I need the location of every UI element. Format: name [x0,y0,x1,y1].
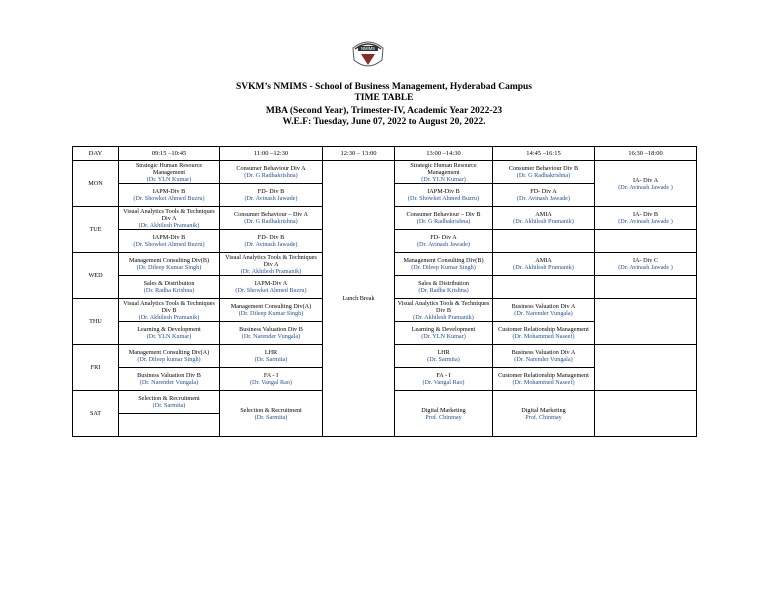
class-cell [119,161,220,184]
subject: Learning & Development [137,326,201,333]
class-cell [395,345,493,368]
class-cell [220,161,323,184]
subject: Digital Marketing [421,406,466,414]
subject: Business Valuation Div B [239,326,303,333]
faculty: (Dr. G Radhakrishna) [244,172,298,179]
class-cell [119,391,220,414]
class-cell [220,322,323,345]
header-row [73,147,697,161]
header-effective-dates: W.E.F: Tuesday, June 07, 2022 to August 20, 2022. [282,117,486,127]
faculty: (Dr. Vangal Rao) [250,379,292,386]
empty-cell [595,391,697,437]
nmims-logo [349,34,387,74]
subject: IAPM-Div B [152,234,186,241]
subject: LHR [437,349,450,356]
subject: Consumer Behaviour – Div B [406,211,481,218]
col-header-slot1: 09:15 –10:45 [119,147,220,161]
day-sat: SAT [73,391,119,437]
class-cell [220,391,323,437]
subject: IA- Div A [632,176,659,184]
faculty: (Dr. Narender Vungala) [514,310,573,317]
class-cell [395,322,493,345]
class-cell [395,184,493,207]
empty-cell [595,345,697,391]
class-cell [119,184,220,207]
faculty: (Dr. Avinash Jawade ) [618,183,673,191]
class-cell [395,368,493,391]
faculty: (Dr. Avinash Jawade) [244,195,298,202]
subject: Management Consulting Div(B) [403,257,484,264]
class-cell [220,253,323,276]
subject: AMIA [535,211,552,218]
subject: Consumer Behaviour Div B [508,165,579,172]
class-cell [119,345,220,368]
class-cell [595,207,697,230]
subject: Digital Marketing [521,406,566,414]
day-tue: TUE [73,207,119,253]
day-wed: WED [73,253,119,299]
class-cell [220,184,323,207]
faculty: (Dr. Mohammed Naseef) [512,333,575,340]
subject: Customer Relationship Management [498,326,589,333]
subject: IA- Div B [632,211,659,218]
subject: Management Consulting Div(B) [128,257,210,264]
class-cell [595,253,697,276]
col-header-day: DAY [73,147,119,161]
faculty: (Dr. Avinash Jawade ) [618,264,673,271]
class-cell [493,322,595,345]
class-cell [493,184,595,207]
subject: Selection & Recruitment [240,406,302,414]
class-cell [395,276,493,299]
faculty: (Dr. Sarmita) [427,356,460,363]
col-header-slot3: 13:00 –14:30 [395,147,493,161]
faculty: (Dr. G Radhakrishna) [416,218,471,225]
faculty: (Dr. Showket Ahmed Buzru) [407,195,480,202]
faculty: (Dr. Akhilesh Pramanik) [240,267,302,275]
class-cell [119,207,220,230]
class-cell [493,345,595,368]
subject: Selection & Recruitment [138,395,200,402]
faculty: (Dr. YLN Kumar) [421,175,466,183]
class-cell [493,391,595,437]
faculty: (Dr. Akhilesh Pramanik) [138,221,200,229]
faculty: (Dr. Akhilesh Pramanik) [513,218,574,225]
class-cell [119,368,220,391]
class-cell [493,368,595,391]
class-cell [395,230,493,253]
class-cell [395,161,493,184]
subject: Consumer Behaviour Div A [236,165,306,172]
subject: IAPM-Div B [152,188,186,195]
faculty: (Dr. Sarmita) [254,356,288,363]
header-title: TIME TABLE [354,93,414,103]
day-fri: FRI [73,345,119,391]
class-cell [395,391,493,437]
class-cell [395,253,493,276]
class-cell [493,161,595,184]
subject: Learning & Development [411,326,476,333]
subject: LHR [264,349,278,356]
class-cell [493,299,595,322]
subject: Strategic Human Resource Management [410,161,477,176]
class-cell [119,299,220,322]
subject: AMIA [535,257,552,264]
table-row [73,161,697,184]
class-cell [119,253,220,276]
subject: Business Valuation Div B [137,372,201,379]
subject: IAPM-Div B [427,188,460,195]
class-cell [220,345,323,368]
subject: FA - I [436,372,451,379]
subject: IAPM-Div A [254,280,288,287]
subject: Visual Analytics Tools & Techniques Div A [225,253,317,268]
subject: Management Consulting Div(A) [128,349,210,356]
subject: Strategic Human Resource Management [135,161,203,176]
empty-cell [493,230,595,253]
subject: Visual Analytics Tools & Techniques Div B [123,299,215,314]
col-header-slot5: 16:30 –18:00 [595,147,697,161]
faculty: (Dr. Mohammed Naseef) [512,379,575,386]
faculty: (Dr. Narender Vungala) [241,333,301,340]
class-cell [220,368,323,391]
class-cell [220,230,323,253]
subject: FD- Div B [257,234,285,241]
empty-cell [595,299,697,345]
empty-cell [595,230,697,253]
faculty: (Dr. Showket Ahmed Buzru) [235,287,307,294]
col-header-slot2: 11:00 –12:30 [220,147,323,161]
class-cell [220,276,323,299]
faculty: (Dr. Dileep Kumar Singh) [238,310,304,317]
subject: Consumer Behaviour – Div A [234,211,308,218]
faculty: (Dr. G Radhakrishna) [244,218,298,225]
faculty: (Dr. Avinash Jawade ) [618,218,673,225]
subject: Customer Relationship Management [498,372,589,379]
faculty: Prof. Chinmay [525,413,562,421]
faculty: (Dr. Avinash Jawade) [417,241,470,248]
faculty: (Dr. G Radhakrishna) [516,172,571,179]
subject: Business Valuation Div A [511,303,576,310]
subject: Sales & Distribution [143,280,195,287]
faculty: (Dr. Akhilesh Pramanik) [513,264,574,271]
faculty: (Dr. Akhilesh Pramanik) [138,313,200,321]
lunch-break-cell: Lunch Break [323,161,395,437]
faculty: (Dr. Dileep Kumar Singh) [136,264,202,271]
subject: FA - I [263,372,279,379]
faculty: (Dr. YLN Kumar) [146,333,192,340]
subject: Management Consulting Div(A) [230,303,312,310]
faculty: (Dr. Narender Vungala) [514,356,573,363]
class-cell [493,253,595,276]
faculty: (Dr. Narender Vungala) [139,379,199,386]
header-programme: MBA (Second Year), Trimester-IV, Academic Year 2022-23 [265,106,503,116]
subject: Visual Analytics Tools & Techniques Div A [123,207,215,222]
subject: Business Valuation Div A [511,349,576,356]
class-cell [395,299,493,322]
faculty: (Dr. YLN Kumar) [421,333,466,340]
subject: Visual Analytics Tools & Techniques Div B [397,299,490,314]
class-cell [395,207,493,230]
faculty: (Dr. Vangal Rao) [422,379,465,386]
faculty: (Dr. Akhilesh Pramanik) [413,313,474,321]
faculty: (Dr. Avinash Jawade) [517,195,570,202]
logo-text: NMIMS [361,46,375,51]
faculty: (Dr. Avinash Jawade) [244,241,298,248]
faculty: (Dr. Sarmita) [152,402,186,409]
timetable [72,146,697,437]
class-cell [220,299,323,322]
subject: FD- Div B [257,188,285,195]
subject: IA- Div C [632,257,659,264]
class-cell [220,207,323,230]
class-cell [493,207,595,230]
empty-cell [493,276,595,299]
class-cell [119,230,220,253]
col-header-lunch: 12:30 – 13:00 [323,147,395,161]
subject: Sales & Distribution [418,280,469,287]
day-mon: MON [73,161,119,207]
subject: FD- Div A [530,188,557,195]
faculty: (Dr. Radha Krishna) [143,287,195,294]
faculty: (Dr. Dileep kumar Singh) [137,356,201,363]
class-cell [119,276,220,299]
faculty: (Dr. Radha Krishna) [418,287,469,294]
day-thu: THU [73,299,119,345]
faculty: (Dr. Sarmita) [254,413,288,421]
empty-cell [119,414,220,437]
faculty: (Dr. Showket Ahmed Buzru) [133,241,205,248]
class-cell [595,161,697,207]
col-header-slot4: 14:45 –16:15 [493,147,595,161]
class-cell [119,322,220,345]
subject: FD- Div A [430,234,457,241]
empty-cell [595,276,697,299]
faculty: Prof. Chinmay [425,413,462,421]
header-institution: SVKM’s NMIMS - School of Business Management, Hyderabad Campus [235,82,532,92]
faculty: (Dr. Dileep Kumar Singh) [411,264,476,271]
faculty: (Dr. YLN Kumar) [146,175,192,183]
faculty: (Dr. Showket Ahmed Buzru) [133,195,205,202]
